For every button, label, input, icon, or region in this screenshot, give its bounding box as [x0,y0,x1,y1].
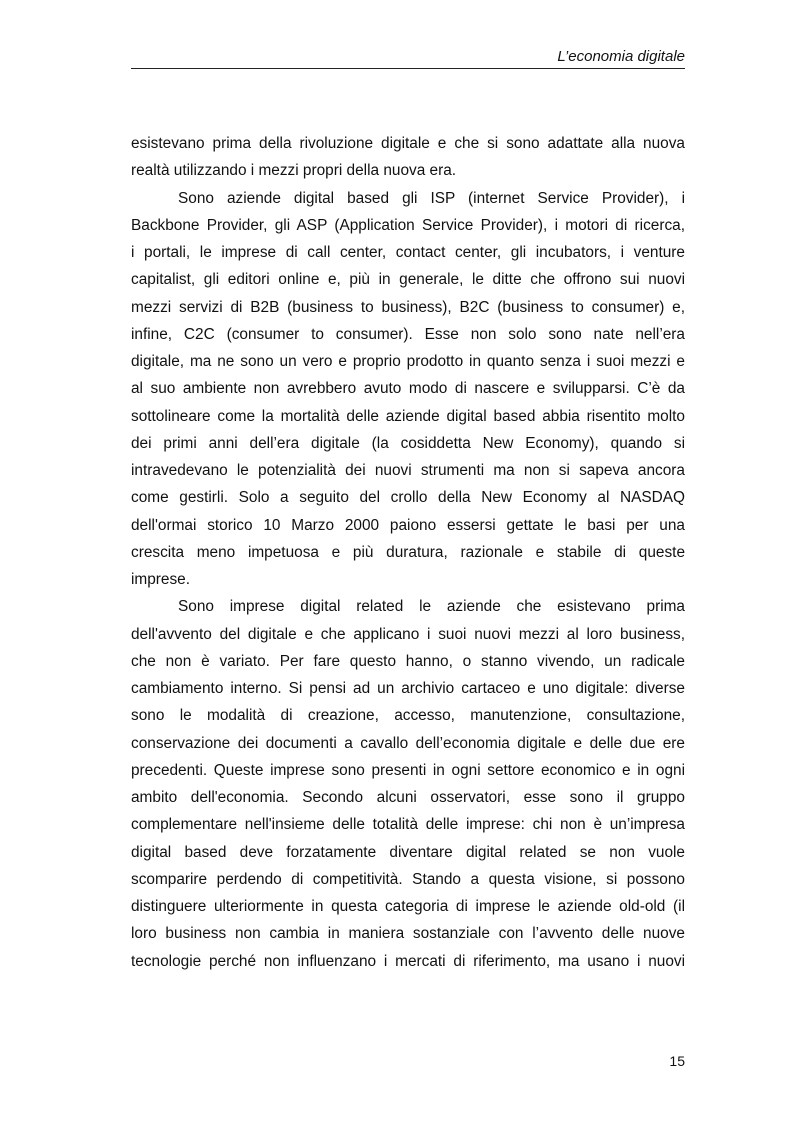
text-line: loro business non cambia in maniera sostanziale con l’avvento delle nuove [131,925,685,943]
page-number: 15 [669,1053,685,1069]
text-line: come gestirli. Solo a seguito del crollo della New Economy al NASDAQ [131,489,685,507]
text-line: tecnologie perché non influenzano i mercati di riferimento, ma usano i nuovi [131,952,685,970]
text-line: cambiamento interno. Si pensi ad un archivio cartaceo e uno digitale: diverse [131,680,685,697]
text-line: precedenti. Queste imprese sono presenti in ogni settore economico e in ogni [131,761,685,779]
text-line: ambito dell'economia. Secondo alcuni osservatori, esse sono il gruppo [131,789,685,806]
text-line: intravedevano le potenzialità dei nuovi strumenti ma non si sapeva ancora [131,462,685,479]
text-line: realtà utilizzando i mezzi propri della nuova era. [131,162,457,180]
text-line: Sono aziende digital based gli ISP (internet Service Provider), i [178,189,685,207]
text-line: crescita meno impetuosa e più duratura, razionale e stabile di queste [131,543,685,561]
running-header [131,46,685,69]
text-line: capitalist, gli editori online e, più in generale, le ditte che offrono sui nuovi [131,271,685,289]
text-line: complementare nell'insieme delle totalità delle imprese: chi non è un’impresa [131,816,685,834]
text-line: scomparire perdendo di competitività. Stando a questa visione, si possono [131,870,685,888]
text-line: dell'ormai storico 10 Marzo 2000 paiono essersi gettate le basi per una [131,516,685,534]
text-line: digitale, ma ne sono un vero e proprio prodotto in quanto senza i suoi mezzi e [131,353,685,370]
text-line: imprese. [131,571,191,588]
text-line: esistevano prima della rivoluzione digitale e che si sono adattate alla nuova [131,135,685,152]
text-line: dell'avvento del digitale e che applicano i suoi nuovi mezzi al loro business, [131,625,685,643]
text-line: che non è variato. Per fare questo hanno, o stanno vivendo, un radicale [131,652,685,670]
text-line: infine, C2C (consumer to consumer). Esse non solo sono nate nell’era [131,325,685,343]
chapter-title: L’economia digitale [557,48,685,65]
text-line: mezzi servizi di B2B (business to business), B2C (business to consumer) e, [131,298,685,316]
text-line: conservazione dei documenti a cavallo dell’economia digitale e delle due ere [131,734,685,752]
body-text [131,130,685,975]
text-line: Backbone Provider, gli ASP (Application Service Provider), i motori di ricerca, [131,216,685,234]
text-line: dei primi anni dell’era digitale (la cosiddetta New Economy), quando si [131,434,685,452]
text-line: Sono imprese digital related le aziende che esistevano prima [178,598,685,616]
text-line: al suo ambiente non avrebbero avuto modo di nascere e svilupparsi. C’è da [131,380,685,398]
text-line: distinguere ulteriormente in questa categoria di imprese le aziende old-old (il [131,898,685,915]
text-line: digital based deve forzatamente diventare digital related se non vuole [131,843,685,861]
text-line: sottolineare come la mortalità delle aziende digital based abbia risentito molto [131,407,685,425]
text-line: i portali, le imprese di call center, contact center, gli incubators, i venture [131,244,685,261]
text-line: sono le modalità di creazione, accesso, manutenzione, consultazione, [131,707,685,725]
